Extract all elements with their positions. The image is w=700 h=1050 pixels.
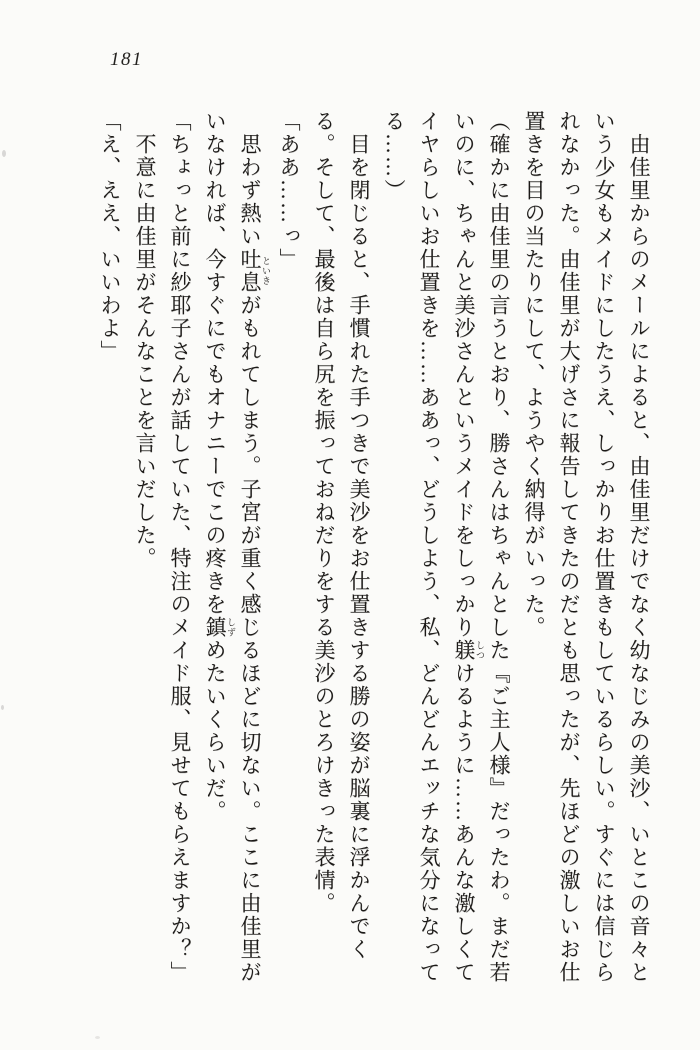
paragraph: 「ああ……っ」 xyxy=(277,110,301,271)
text-block xyxy=(92,110,656,988)
furigana-ruby: 躾 しつ xyxy=(452,639,485,662)
scan-speck xyxy=(2,150,6,157)
paragraph: （確かに由佳里の言うとおり、勝さんはちゃんとした『ご主人様』だったわ。まだ若いのに、ちゃんと美沙さんというメイドをしっかり躾 しつけるように……あんな激しくてイヤらしいお仕置きを……ああっ、どうしよう、私、どんどんエッチな気分になってる……） xyxy=(382,110,511,984)
scan-speck xyxy=(1,705,4,710)
furigana-ruby: 吐息 といき xyxy=(238,248,271,294)
paragraph: 思わず熱い吐息 といきがもれてしまう。子宮が重く感じるほどに切ない。ここに由佳里がいなければ、今すぐにでもオナニーでこの疼きを鎮 しずめたいくらいだ。 xyxy=(203,110,271,984)
paragraph: 「え、ええ、いいわよ」 xyxy=(98,110,122,363)
paragraph: 不意に由佳里がそんなことを言いだした。 xyxy=(133,133,157,570)
furigana-ruby: 鎮 しず xyxy=(203,616,236,639)
scan-speck xyxy=(95,1036,100,1039)
page-number: 181 xyxy=(110,49,143,70)
paragraph: 目を閉じると、手慣れた手つきで美沙をお仕置きする勝の姿が脳裏に浮かんでくる。そして、最後は自ら尻を振っておねだりをする美沙のとろけきった表情。 xyxy=(312,110,371,961)
paragraph: 由佳里からのメールによると、由佳里だけでなく幼なじみの美沙、いとこの音々という少女もメイドにしたうえ、しっかりお仕置きもしているらしい。すぐには信じられなかった。由佳里が大げさに報告してきたのだとも思ったが、先ほどの激しいお仕置きを目の当たりにして、ようやく納得がいった。 xyxy=(522,110,651,984)
paragraph: 「ちょっと前に紗耶子さんが話していた、特注のメイド服、見せてもらえますか？」 xyxy=(168,110,192,984)
